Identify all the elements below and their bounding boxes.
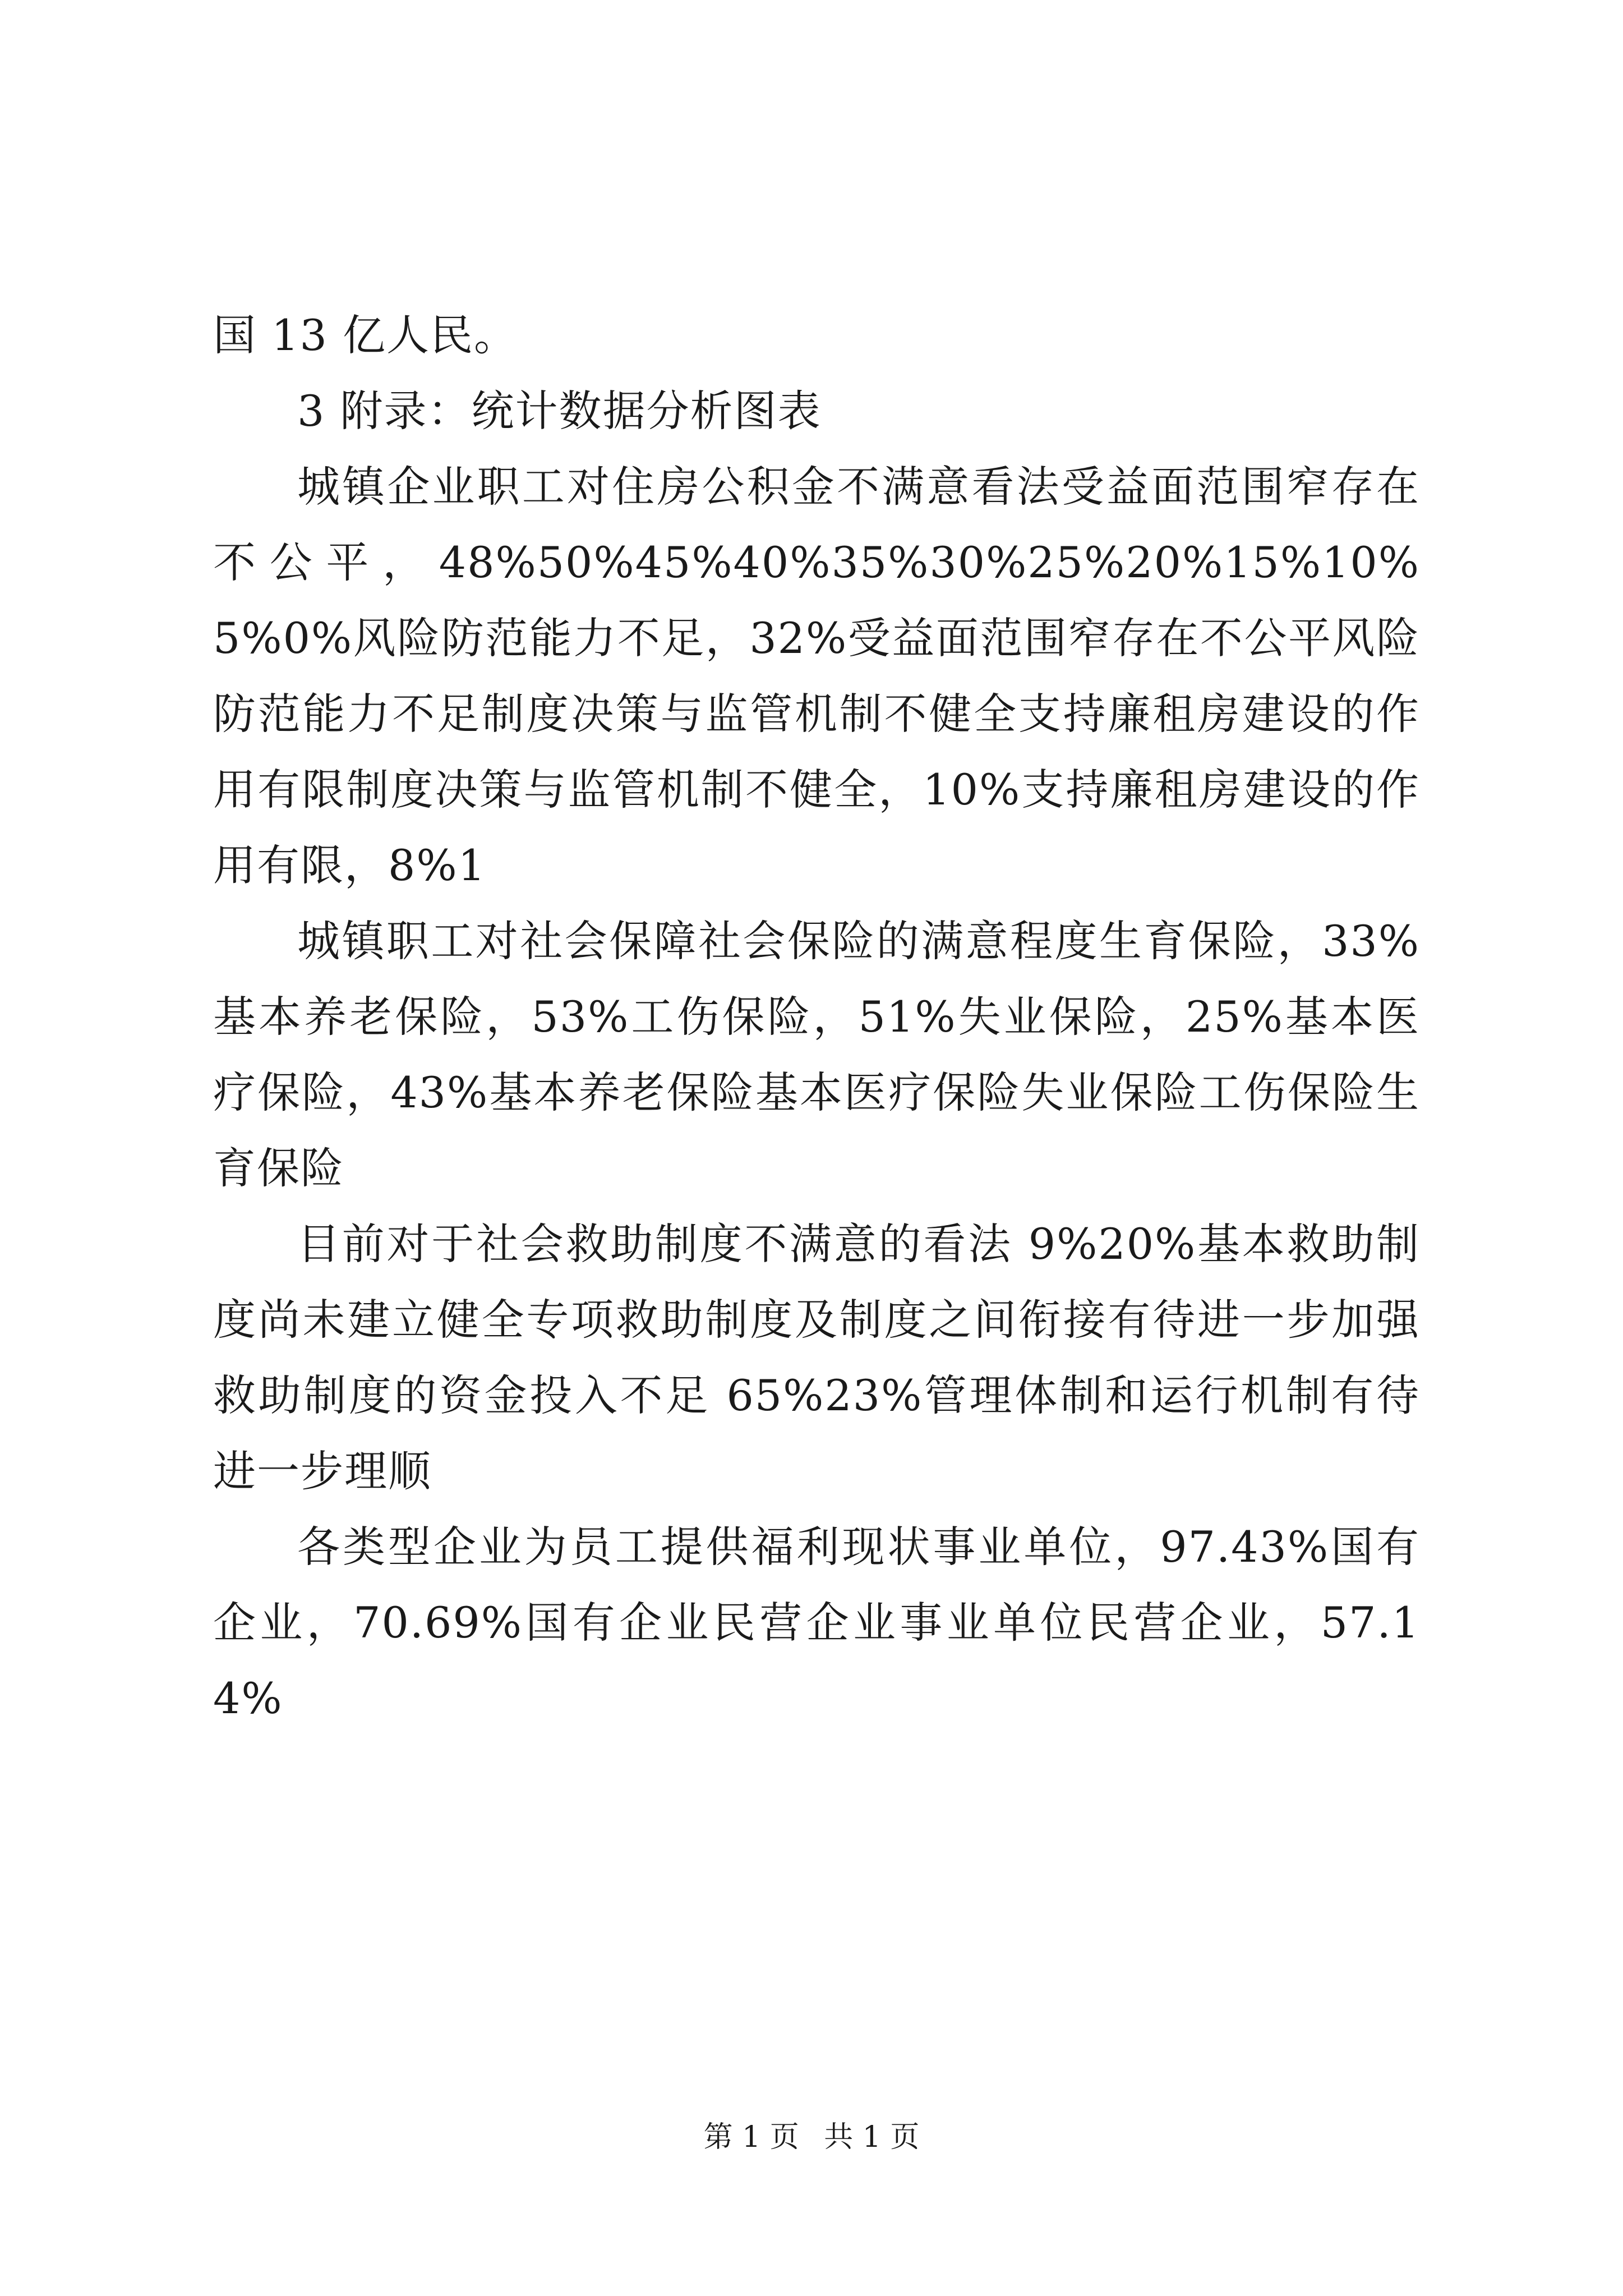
paragraph-continuation: 国 13 亿人民。 <box>213 310 518 360</box>
paragraph-enterprise-welfare: 各类型企业为员工提供福利现状事业单位，97.43%国有企业，70.69%国有企业民营企业事业单位民营企业，57.14% <box>213 1522 1420 1723</box>
page-footer <box>0 2118 1623 2157</box>
page-number: 第 1 页 <box>703 2120 799 2154</box>
paragraph-housing-fund: 城镇企业职工对住房公积金不满意看法受益面范围窄存在不公平，48%50%45%40%35%30%25%20%15%10%5%0%风险防范能力不足，32%受益面范围窄存在不公平风险防范能力不足制度决策与监管机制不健全支持廉租房建设的作用有限制度决策与监管机制不健全，10%支持廉租房建设的作用有限，8%1 <box>213 462 1420 890</box>
paragraph-social-insurance: 城镇职工对社会保障社会保险的满意程度生育保险，33%基本养老保险，53%工伤保险，51%失业保险，25%基本医疗保险，43%基本养老保险基本医疗保险失业保险工伤保险生育保险 <box>213 916 1420 1193</box>
paragraph-appendix-heading: 3 附录：统计数据分析图表 <box>297 386 822 436</box>
paragraph-social-assistance: 目前对于社会救助制度不满意的看法 9%20%基本救助制度尚未建立健全专项救助制度及制度之间衔接有待进一步加强救助制度的资金投入不足 65%23%管理体制和运行机制有待进一步理顺 <box>213 1219 1420 1496</box>
document-body <box>213 297 1420 1736</box>
page-total: 共 1 页 <box>824 2120 920 2154</box>
